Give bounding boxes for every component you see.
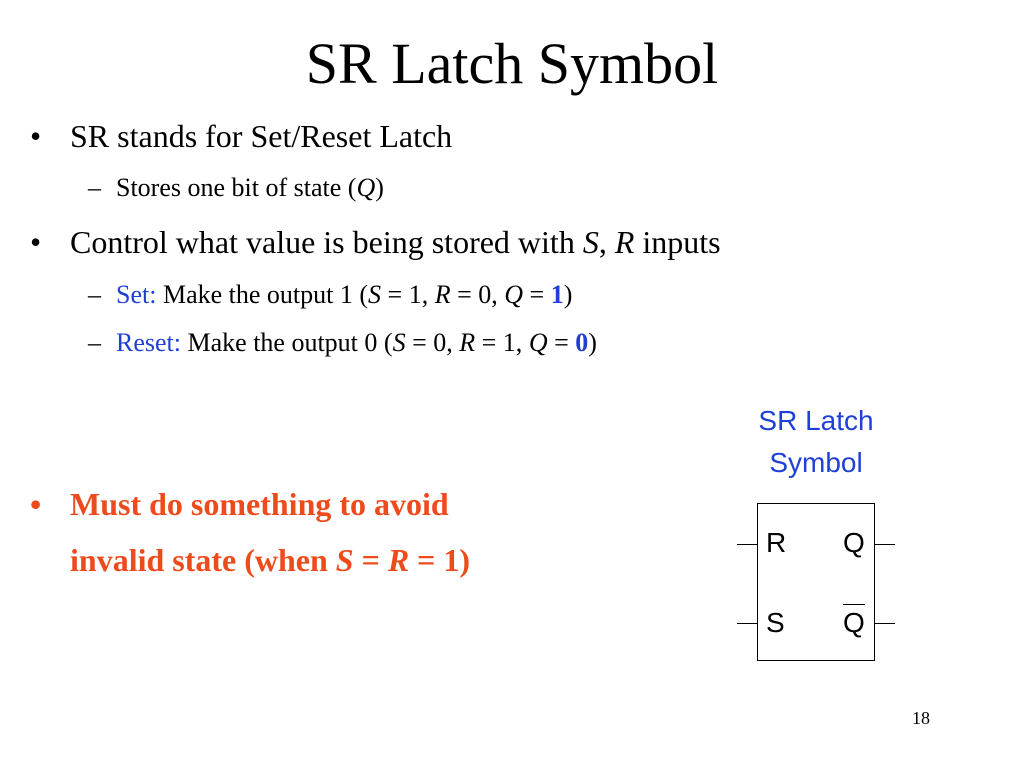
- latch-symbol-caption: SR Latch Symbol: [758, 405, 874, 478]
- wire-q-bar-output: [875, 623, 895, 624]
- bullet-control-value: [30, 222, 721, 262]
- set-output-value: 1: [550, 280, 564, 309]
- set-label: Set:: [116, 280, 157, 309]
- bullet-text: SR stands for Set/Reset Latch: [70, 118, 453, 154]
- sub-bullet-text: Set: Make the output 1 (S = 1, R = 0, Q = 1): [116, 280, 573, 309]
- reset-output-value: 0: [575, 328, 589, 357]
- wire-r-input: [737, 544, 757, 545]
- pin-q-bar-label: Q: [843, 607, 865, 638]
- bullet-line-1: Must do something to avoid: [70, 486, 449, 522]
- sub-bullet-reset: [88, 327, 597, 359]
- reset-label: Reset:: [116, 328, 181, 357]
- sub-bullet-dash: –: [88, 280, 101, 309]
- page-number: 18: [912, 708, 930, 728]
- bullet-dot: •: [30, 486, 42, 522]
- sub-bullet-stores-one-bit: [88, 172, 384, 204]
- slide-title: SR Latch Symbol: [305, 31, 719, 96]
- sub-bullet-set: [88, 279, 572, 311]
- sub-bullet-dash: –: [88, 173, 101, 202]
- pin-s-label: S: [766, 607, 785, 638]
- bullet-dot: •: [30, 224, 42, 260]
- bullet-sr-stands-for: [30, 116, 452, 156]
- sub-bullet-dash: –: [88, 328, 101, 357]
- sub-bullet-text: Stores one bit of state (Q): [116, 173, 384, 202]
- bullet-text: Control what value is being stored with S, R inputs: [70, 224, 721, 260]
- bullet-line-2: invalid state (when S = R = 1): [70, 542, 471, 578]
- wire-q-output: [875, 544, 895, 545]
- q-bar-overline: [843, 604, 865, 605]
- pin-q-label: Q: [843, 527, 865, 558]
- bullet-dot: •: [30, 118, 42, 154]
- bullet-text: [70, 476, 470, 588]
- bullet-invalid-state: [30, 476, 470, 588]
- sub-bullet-text: Reset: Make the output 0 (S = 0, R = 1, Q = 0): [116, 328, 597, 357]
- pin-r-label: R: [766, 527, 787, 558]
- wire-s-input: [737, 623, 757, 624]
